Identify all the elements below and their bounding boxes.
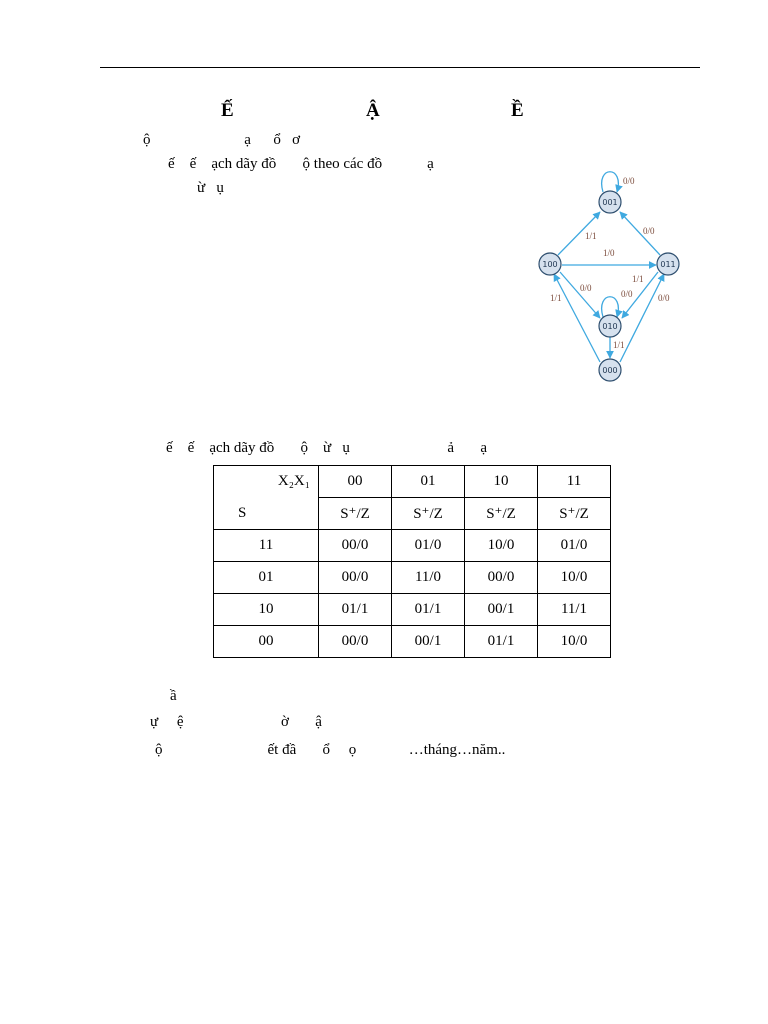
table-header-col: 10 — [465, 466, 538, 498]
table-cell: 00/1 — [392, 626, 465, 658]
table-header-input: X₂X₁ — [214, 466, 319, 498]
table-state-cell: 00 — [214, 626, 319, 658]
section-line-1: ộ ạ ổ ơ — [143, 132, 301, 148]
edge-label: 1/1 — [550, 293, 562, 303]
edge-label: 1/1 — [585, 231, 597, 241]
table-cell: 10/0 — [538, 626, 611, 658]
state-label-010: 010 — [602, 322, 618, 331]
table-row — [214, 626, 611, 658]
title-fragment-1: Ế — [221, 100, 234, 121]
table-subheader: S⁺/Z — [392, 498, 465, 530]
edge-100-010 — [560, 272, 600, 318]
table-row — [214, 594, 611, 626]
section-line-2: ầ — [170, 688, 177, 704]
table-cell: 11/0 — [392, 562, 465, 594]
table-header-row — [214, 466, 611, 498]
title-fragment-3: Ề — [511, 100, 524, 121]
table-state-cell: 11 — [214, 530, 319, 562]
state-table — [213, 465, 611, 658]
table-header-state: S — [214, 498, 319, 530]
table-state-cell: 10 — [214, 594, 319, 626]
table-row — [214, 530, 611, 562]
table-cell: 01/1 — [319, 594, 392, 626]
title-fragment-2: Ậ — [366, 100, 380, 121]
table-subheader: S⁺/Z — [465, 498, 538, 530]
table-subheader: S⁺/Z — [319, 498, 392, 530]
table-subheader: S⁺/Z — [538, 498, 611, 530]
table-header-col: 11 — [538, 466, 611, 498]
edge-000-011 — [620, 274, 664, 362]
table-subheader-row — [214, 498, 611, 530]
edge-label: 0/0 — [643, 226, 655, 236]
edge-label: 0/0 — [621, 289, 633, 299]
edge-label: 0/0 — [623, 176, 635, 186]
table-cell: 00/0 — [319, 626, 392, 658]
edge-label: 1/0 — [603, 248, 615, 258]
table-cell: 01/1 — [465, 626, 538, 658]
table-cell: 01/0 — [538, 530, 611, 562]
task-line-1: ế ế ạch dãy đồ ộ theo các đồ ạ — [168, 156, 434, 172]
table-state-cell: 01 — [214, 562, 319, 594]
state-diagram — [530, 160, 690, 390]
task-line-2: ừ ụ — [197, 180, 224, 196]
edge-000-100 — [554, 274, 600, 362]
state-label-001: 001 — [602, 198, 618, 207]
table-header-col: 00 — [319, 466, 392, 498]
section-line-3: ự ệ ờ ậ — [150, 714, 322, 730]
state-label-011: 011 — [660, 260, 676, 269]
edge-label: 1/1 — [632, 274, 644, 284]
table-row — [214, 562, 611, 594]
table-cell: 01/1 — [392, 594, 465, 626]
task-line-3: ế ế ạch dãy đồ ộ ừ ụ ả ạ — [166, 440, 487, 456]
table-cell: 00/1 — [465, 594, 538, 626]
edge-label: 0/0 — [658, 293, 670, 303]
table-cell: 11/1 — [538, 594, 611, 626]
state-label-000: 000 — [602, 366, 618, 375]
edge-001-self — [602, 172, 619, 192]
table-cell: 10/0 — [538, 562, 611, 594]
edge-label: 1/1 — [613, 340, 625, 350]
table-cell: 00/0 — [319, 562, 392, 594]
state-label-100: 100 — [542, 260, 558, 269]
table-cell: 00/0 — [465, 562, 538, 594]
edge-label: 0/0 — [580, 283, 592, 293]
section-line-4: ộ ết đầ ổ ọ …tháng…năm.. — [155, 742, 506, 758]
table-cell: 10/0 — [465, 530, 538, 562]
header-rule — [100, 67, 700, 68]
table-header-col: 01 — [392, 466, 465, 498]
table-cell: 01/0 — [392, 530, 465, 562]
edge-010-self — [602, 297, 619, 317]
table-cell: 00/0 — [319, 530, 392, 562]
